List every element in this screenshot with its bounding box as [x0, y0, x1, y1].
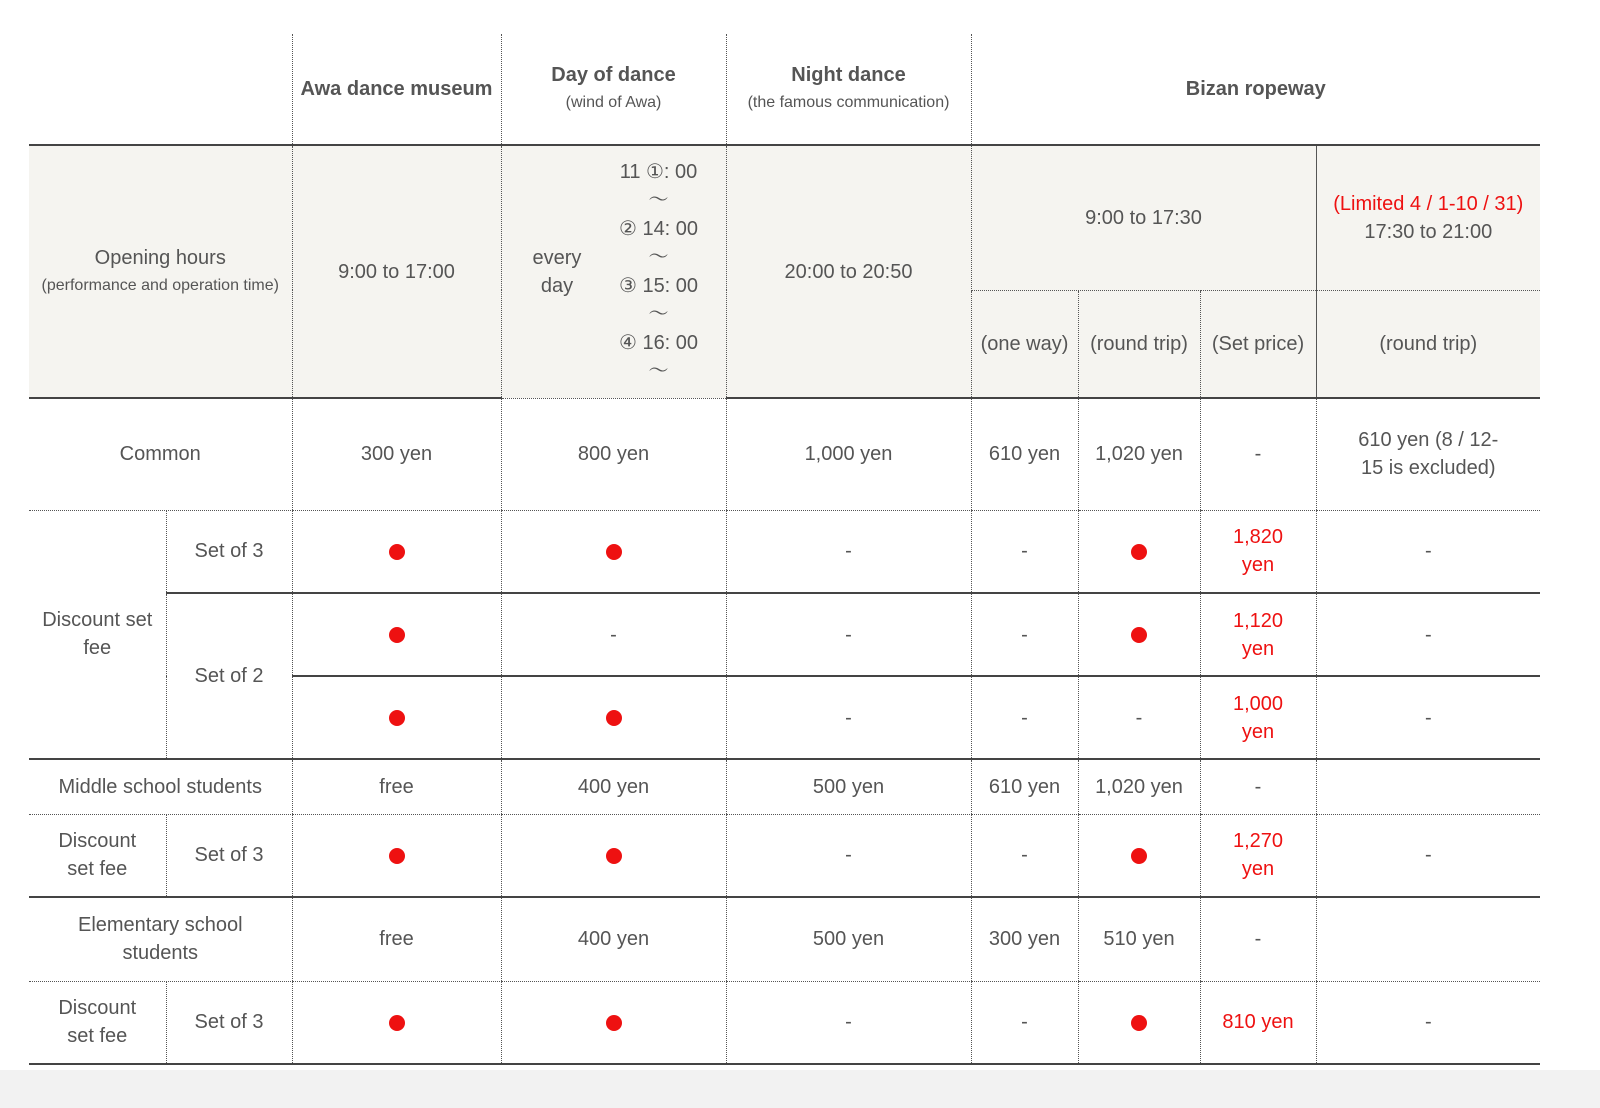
cell-round-trip	[1078, 814, 1200, 897]
day-time-line: 〜	[648, 303, 669, 326]
included-dot-icon	[1131, 1015, 1147, 1031]
page-footer-band	[0, 1070, 1600, 1108]
cell-night: -	[726, 510, 971, 593]
hours-limited-note: (Limited 4 / 1-10 / 31)	[1333, 192, 1524, 215]
cell-set-price: 1,000 yen	[1200, 676, 1316, 759]
sub-round-trip: (round trip)	[1078, 290, 1200, 398]
elementary-one-way: 300 yen	[971, 897, 1078, 981]
day-time-line: 〜	[648, 360, 669, 383]
cell-museum	[292, 981, 501, 1064]
adult-set-row	[29, 593, 1540, 676]
cell-one-way: -	[971, 814, 1078, 897]
middle-limited	[1316, 759, 1540, 814]
hours-row	[29, 145, 1540, 290]
cell-limited: -	[1316, 593, 1540, 676]
day-time-line: ③ 15: 00	[618, 274, 699, 297]
middle-night: 500 yen	[726, 759, 971, 814]
included-dot-icon	[606, 848, 622, 864]
sub-set-price: (Set price)	[1200, 290, 1316, 398]
cell-limited: -	[1316, 510, 1540, 593]
cell-set-price: 1,120 yen	[1200, 593, 1316, 676]
cell-set-price: 1,820 yen	[1200, 510, 1316, 593]
elementary-set-price: -	[1200, 897, 1316, 981]
hours-ropeway-limited	[1316, 145, 1540, 290]
hours-day-times	[619, 158, 698, 386]
day-time-line: 〜	[648, 246, 669, 269]
elementary-label: Elementary school students	[29, 897, 292, 981]
day-time-line: 〜	[648, 189, 669, 212]
included-dot-icon	[389, 1015, 405, 1031]
cell-limited: -	[1316, 981, 1540, 1064]
day-time-line: 11 ①: 00	[619, 160, 698, 183]
common-label: Common	[29, 398, 292, 510]
cell-night: -	[726, 593, 971, 676]
header-museum	[292, 34, 501, 145]
corner-cell	[29, 34, 292, 145]
cell-round-trip: -	[1078, 676, 1200, 759]
cell-round-trip	[1078, 981, 1200, 1064]
day-time-line: ④ 16: 00	[618, 331, 699, 354]
cell-one-way: -	[971, 510, 1078, 593]
cell-one-way: -	[971, 593, 1078, 676]
cell-one-way: -	[971, 676, 1078, 759]
common-museum: 300 yen	[292, 398, 501, 510]
included-dot-icon	[389, 710, 405, 726]
cell-museum	[292, 510, 501, 593]
adult-set-row	[29, 510, 1540, 593]
middle-round-trip: 1,020 yen	[1078, 759, 1200, 814]
cell-night: -	[726, 981, 971, 1064]
included-dot-icon	[1131, 848, 1147, 864]
header-ropeway-label: Bizan ropeway	[1185, 78, 1326, 100]
header-row	[29, 34, 1540, 145]
set-label: Set of 3	[166, 510, 292, 593]
hours-ropeway-regular: 9:00 to 17:30	[971, 145, 1316, 290]
common-limited: 610 yen (8 / 12-15 is excluded)	[1316, 398, 1540, 510]
cell-day	[501, 510, 726, 593]
common-round-trip: 1,020 yen	[1078, 398, 1200, 510]
hours-label: Opening hours	[94, 246, 226, 269]
cell-day	[501, 676, 726, 759]
cell-limited: -	[1316, 814, 1540, 897]
header-museum-label: Awa dance museum	[300, 78, 493, 100]
header-day-dance	[501, 34, 726, 145]
cell-day	[501, 981, 726, 1064]
set-label: Set of 2	[166, 593, 292, 759]
header-day-dance-sub: (wind of Awa)	[565, 94, 662, 111]
common-row	[29, 398, 1540, 510]
cell-night: -	[726, 676, 971, 759]
elementary-round-trip: 510 yen	[1078, 897, 1200, 981]
cell-round-trip	[1078, 510, 1200, 593]
elementary-limited	[1316, 897, 1540, 981]
included-dot-icon	[389, 544, 405, 560]
elementary-discount-label: Discount set fee	[29, 981, 166, 1064]
cell-one-way: -	[971, 981, 1078, 1064]
included-dot-icon	[606, 1015, 622, 1031]
cell-day	[501, 814, 726, 897]
elementary-night: 500 yen	[726, 897, 971, 981]
common-one-way: 610 yen	[971, 398, 1078, 510]
header-day-dance-label: Day of dance	[551, 64, 676, 86]
header-ropeway	[971, 34, 1540, 145]
fee-table	[29, 34, 1540, 1065]
middle-discount-label: Discount set fee	[29, 814, 166, 897]
day-time-line: ② 14: 00	[618, 217, 699, 240]
cell-day: -	[501, 593, 726, 676]
included-dot-icon	[1131, 544, 1147, 560]
middle-row	[29, 759, 1540, 814]
header-night-dance-sub: (the famous communication)	[747, 94, 950, 111]
cell-museum	[292, 814, 501, 897]
header-night-dance	[726, 34, 971, 145]
middle-set-price: -	[1200, 759, 1316, 814]
included-dot-icon	[606, 544, 622, 560]
hours-museum: 9:00 to 17:00	[292, 145, 501, 398]
middle-one-way: 610 yen	[971, 759, 1078, 814]
middle-set-row	[29, 814, 1540, 897]
adult-discount-label: Discount set fee	[29, 510, 166, 759]
cell-round-trip	[1078, 593, 1200, 676]
sub-one-way: (one way)	[971, 290, 1078, 398]
set-label: Set of 3	[166, 814, 292, 897]
cell-limited: -	[1316, 676, 1540, 759]
hours-night-dance: 20:00 to 20:50	[726, 145, 971, 398]
common-day: 800 yen	[501, 398, 726, 510]
middle-day: 400 yen	[501, 759, 726, 814]
hours-label-cell	[29, 145, 292, 398]
sub-round-trip-limited: (round trip)	[1316, 290, 1540, 398]
cell-set-price: 810 yen	[1200, 981, 1316, 1064]
hours-day-every: every day	[532, 246, 582, 297]
middle-museum: free	[292, 759, 501, 814]
elementary-set-row	[29, 981, 1540, 1064]
hours-day-dance	[501, 145, 726, 398]
included-dot-icon	[606, 710, 622, 726]
cell-night: -	[726, 814, 971, 897]
included-dot-icon	[389, 627, 405, 643]
elementary-day: 400 yen	[501, 897, 726, 981]
middle-label: Middle school students	[29, 759, 292, 814]
cell-museum	[292, 593, 501, 676]
included-dot-icon	[389, 848, 405, 864]
hours-label-sub: (performance and operation time)	[41, 276, 279, 294]
elementary-row	[29, 897, 1540, 981]
hours-limited-time: 17:30 to 21:00	[1364, 220, 1493, 243]
set-label: Set of 3	[166, 981, 292, 1064]
common-set-price: -	[1200, 398, 1316, 510]
included-dot-icon	[1131, 627, 1147, 643]
header-night-dance-label: Night dance	[791, 64, 906, 86]
cell-set-price: 1,270 yen	[1200, 814, 1316, 897]
common-night: 1,000 yen	[726, 398, 971, 510]
cell-museum	[292, 676, 501, 759]
elementary-museum: free	[292, 897, 501, 981]
